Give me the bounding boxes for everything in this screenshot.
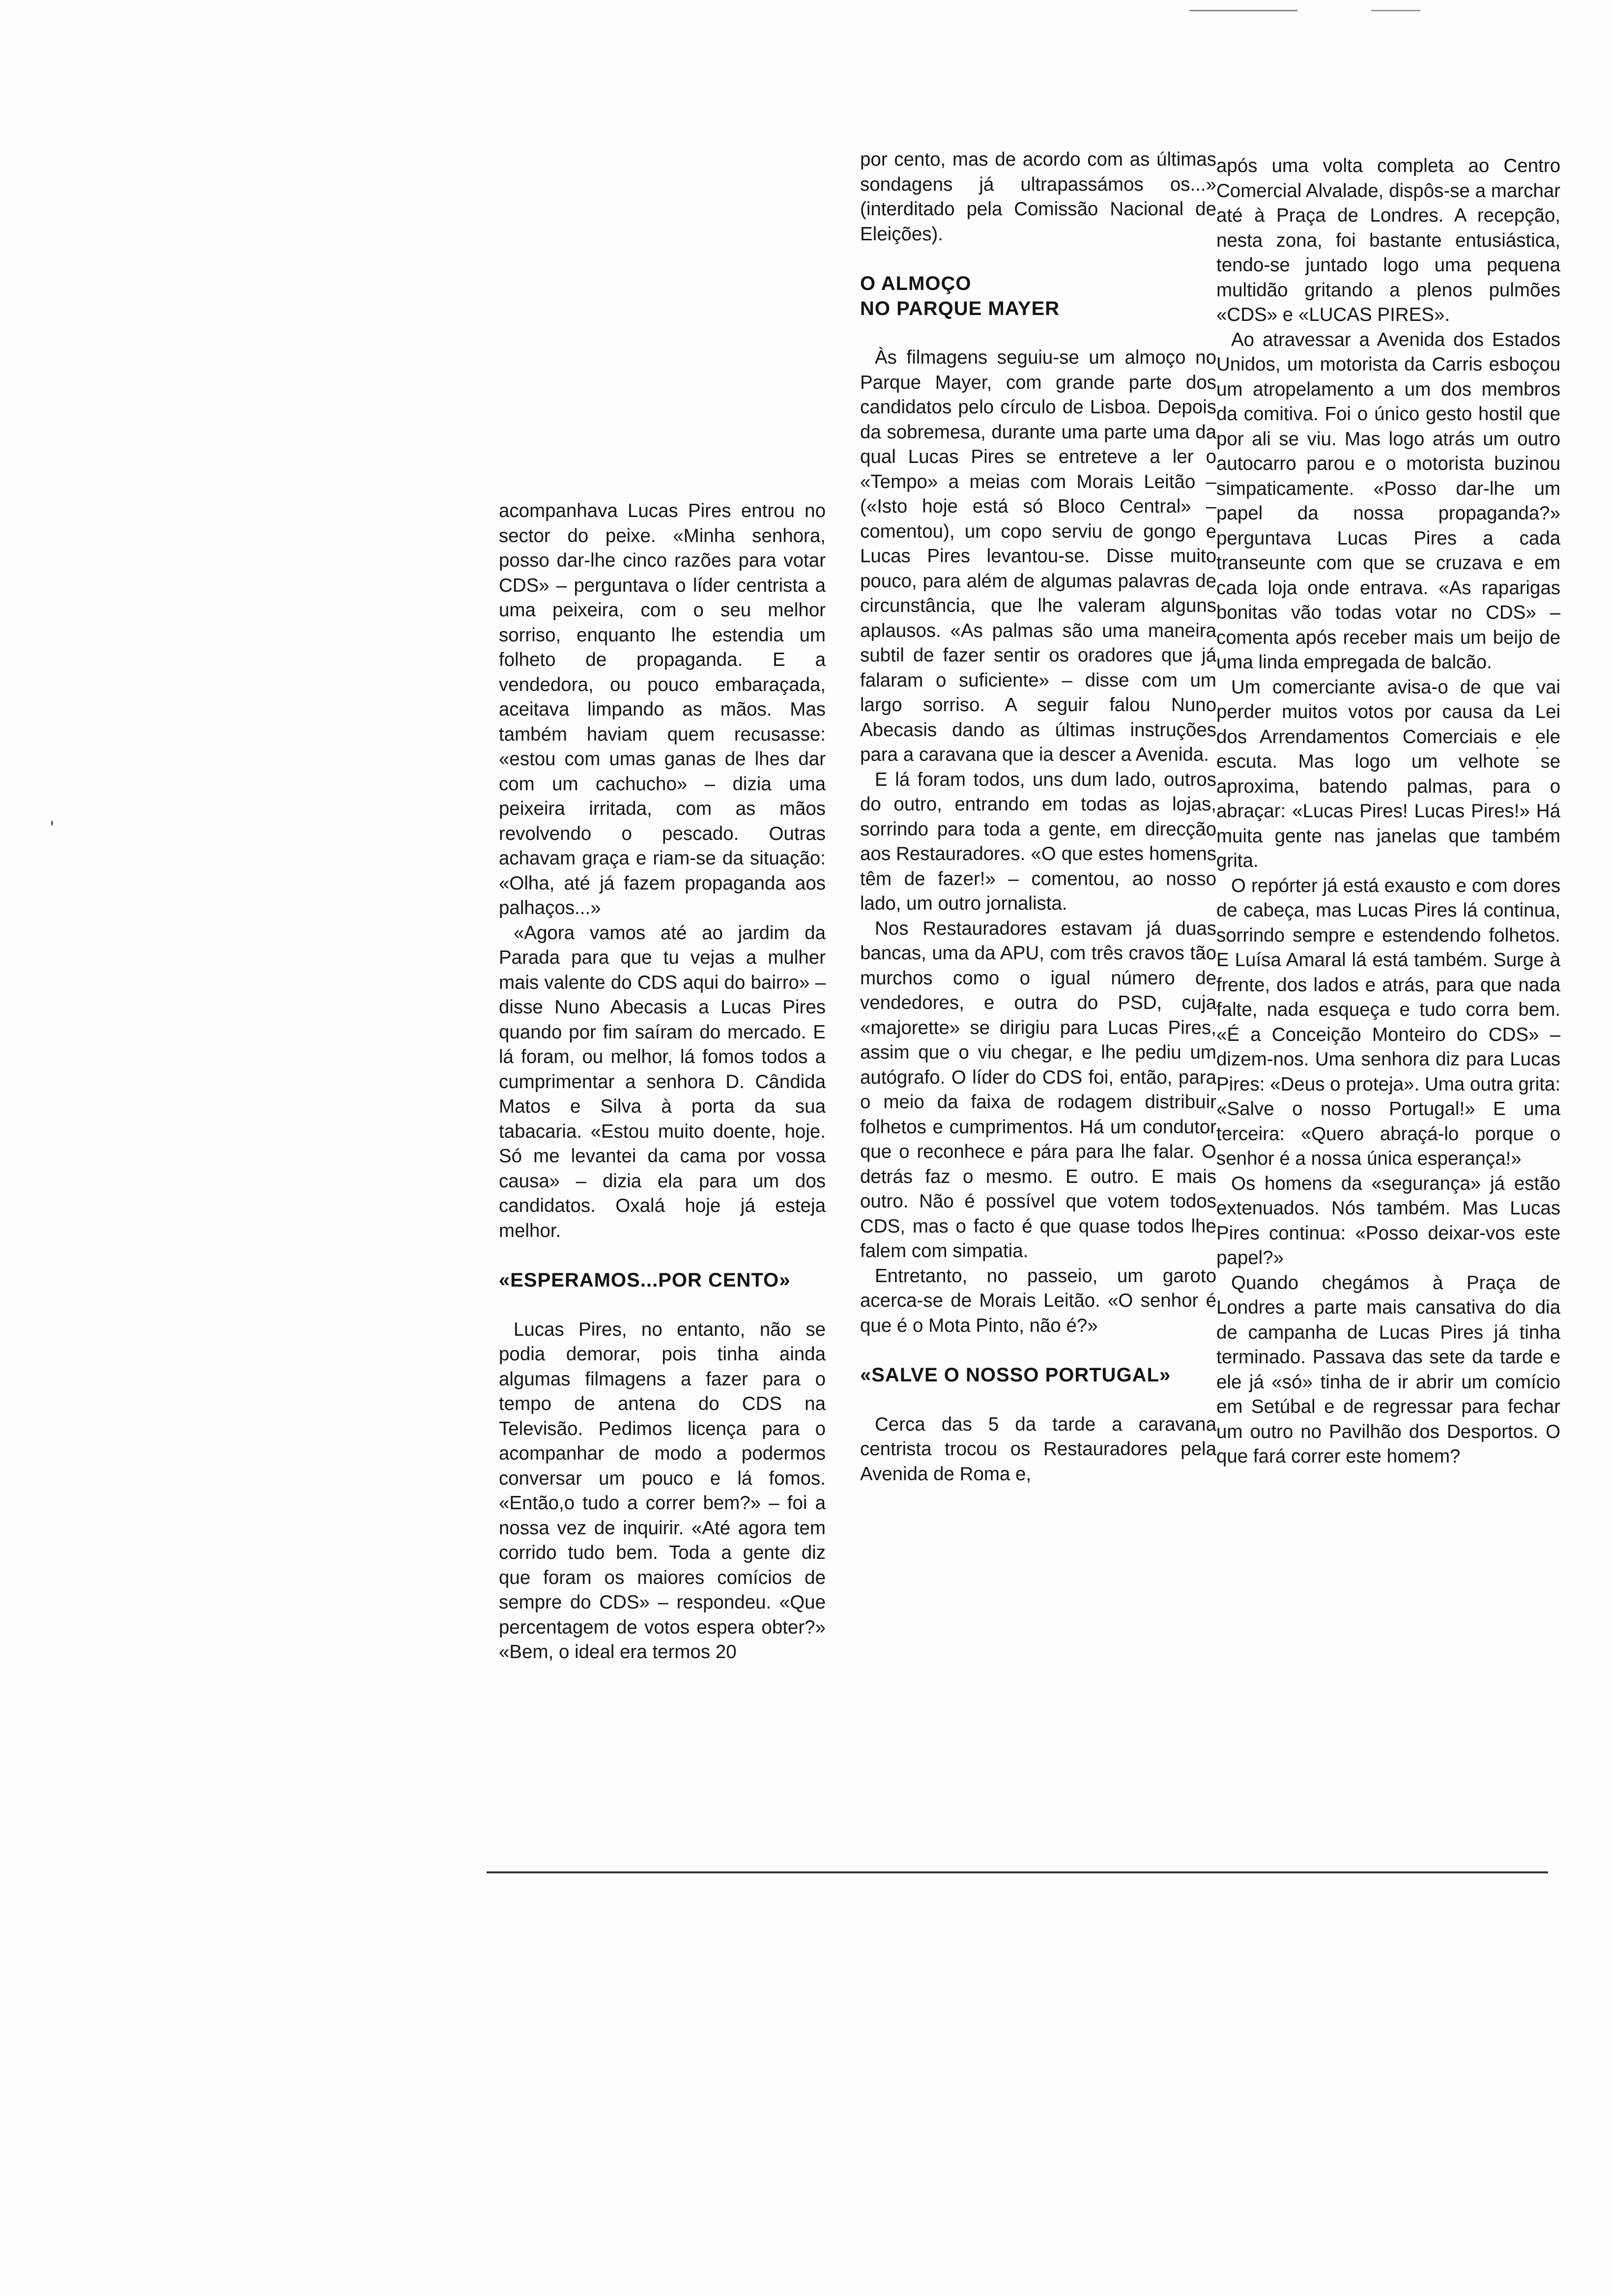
paragraph: Ao atravessar a Avenida dos Estados Unidos, um motorista da Carris esboçou um atropelamento a um dos membros da comitiva. Foi o único gesto hostil que por ali se viu. Mas logo atrás um outro autocarro parou e o motorista buzinou simpaticamente. «Posso dar-lhe um papel da nossa propaganda?» perguntava Lucas Pires a cada transeunte com que se cruzava e em cada loja onde entrava. «As raparigas bonitas vão todas votar no CDS» – comenta após receber mais um beijo de uma linda empregada de balcão. bbox=[1216, 329, 1560, 673]
scan-speck bbox=[1536, 747, 1538, 749]
section-heading: NO PARQUE MAYER bbox=[860, 297, 1060, 319]
bottom-rule bbox=[487, 1871, 1548, 1873]
paragraph: «Agora vamos até ao jardim da Parada para que tu vejas a mulher mais valente do CDS aqui do bairro» – disse Nuno Abecasis a Lucas Pires quando por fim saíram do mercado. E lá foram, ou melhor, lá fomos todos a cumprimentar a senhora D. Cândida Matos e Silva à porta da sua tabacaria. «Estou muito doente, hoje. Só me levantei da cama por vossa causa» – dizia ela para um dos candidatos. Oxalá hoje já esteja melhor. bbox=[499, 922, 826, 1241]
paragraph: após uma volta completa ao Centro Comercial Alvalade, dispôs-se a marchar até à Praça de Londres. A recepção, nesta zona, foi bastante entusiástica, tendo-se juntado logo uma pequena multidão gritando a plenos pulmões «CDS» e «LUCAS PIRES». bbox=[1216, 155, 1560, 325]
paragraph: por cento, mas de acordo com as últimas sondagens já ultrapassámos os...» (interditado pela Comissão Nacional de Eleições). bbox=[860, 149, 1216, 245]
paragraph: Às filmagens seguiu-se um almoço no Parque Mayer, com grande parte dos candidatos pelo círculo de Lisboa. Depois da sobremesa, durante uma parte uma da qual Lucas Pires se entreteve a ler o «Tempo» a meias com Morais Leitão – («Isto hoje está só Bloco Central» – comentou), um copo serviu de gongo e Lucas Pires levantou-se. Disse muito pouco, para além de algumas palavras de circunstância, que lhe valeram alguns aplausos. «As palmas são uma maneira subtil de fazer sentir os oradores que já falaram o suficiente» – disse com um largo sorriso. A seguir falou Nuno Abecasis dando as últimas instruções para a caravana que ia descer a Avenida. bbox=[860, 347, 1216, 765]
section-heading: O ALMOÇO bbox=[860, 273, 972, 294]
article-column-2 bbox=[860, 147, 1216, 1487]
paragraph: Quando chegámos à Praça de Londres a parte mais cansativa do dia de campanha de Lucas Pires já tinha terminado. Passava das sete da tarde e ele já «só» tinha de ir abrir um comício em Setúbal e de regressar para fechar um outro no Pavilhão dos Desportos. O que fará correr este homem? bbox=[1216, 1272, 1560, 1467]
paragraph: Nos Restauradores estavam já duas bancas, uma da APU, com três cravos tão murchos como o igual número de vendedores, e outra do PSD, cuja «majorette» se dirigiu para Lucas Pires, assim que o viu chegar, e lhe pediu um autógrafo. O líder do CDS foi, então, para o meio da faixa de rodagem distribuir folhetos e cumprimentos. Há um condutor que o reconhece e pára para lhe falar. O detrás faz o mesmo. E outro. E mais outro. Não é possível que votem todos CDS, mas o facto é que quase todos lhe falem com simpatia. bbox=[860, 918, 1216, 1262]
paragraph: acompanhava Lucas Pires entrou no sector do peixe. «Minha senhora, posso dar-lhe cinco razões para votar CDS» – perguntava o líder centrista a uma peixeira, com o seu melhor sorriso, enquanto lhe estendia um folheto de propaganda. E a vendedora, ou pouco embaraçada, aceitava limpando as mãos. Mas também haviam quem recusasse: «estou com umas ganas de lhes dar com um cachucho» – dizia uma peixeira irritada, com as mãos revolvendo o pescado. Outras achavam graça e riam-se da situação: «Olha, até já fazem propaganda aos palhaços...» bbox=[499, 500, 826, 918]
paragraph: O repórter já está exausto e com dores de cabeça, mas Lucas Pires lá continua, sorrindo sempre e estendendo folhetos. E Luísa Amaral lá está também. Surge à frente, dos lados e atrás, para que nada falte, nada esqueça e tudo corra bem. «É a Conceição Monteiro do CDS» – dizem-nos. Uma senhora diz para Lucas Pires: «Deus o proteja». Uma outra grita: «Salve o nosso Portugal!» E uma terceira: «Quero abraçá-lo porque o senhor é a nossa única esperança!» bbox=[1216, 875, 1560, 1169]
paragraph: Lucas Pires, no entanto, não se podia demorar, pois tinha ainda algumas filmagens a fazer para o tempo de antena do CDS na Televisão. Pedimos licença para o acompanhar de modo a podermos conversar um pouco e lá fomos. «Então,o tudo a correr bem?» – foi a nossa vez de inquirir. «Até agora tem corrido tudo bem. Toda a gente diz que foram os maiores comícios de sempre do CDS» – respondeu. «Que percentagem de votos espera obter?» «Bem, o ideal era termos 20 bbox=[499, 1319, 826, 1663]
paragraph: Um comerciante avisa-o de que vai perder muitos votos por causa da Lei dos Arrendamentos Comerciais e ele escuta. Mas logo um velhote se aproxima, batendo palmas, para o abraçar: «Lucas Pires! Lucas Pires!» Há muita gente nas janelas que também grita. bbox=[1216, 676, 1560, 871]
top-scan-mark bbox=[1371, 10, 1420, 11]
paragraph: E lá foram todos, uns dum lado, outros do outro, entrando em todas as lojas, sorrindo para toda a gente, em direcção aos Restauradores. «O que estes homens têm de fazer!» – comentou, ao nosso lado, um outro jornalista. bbox=[860, 769, 1216, 914]
section-heading: «ESPERAMOS...POR CENTO» bbox=[499, 1269, 791, 1291]
article-column-1 bbox=[499, 499, 826, 1665]
article-column-3 bbox=[1216, 154, 1560, 1469]
section-heading: «SALVE O NOSSO PORTUGAL» bbox=[860, 1364, 1171, 1386]
top-scan-mark bbox=[1189, 10, 1297, 11]
paragraph: Cerca das 5 da tarde a caravana centrista trocou os Restauradores pela Avenida de Roma e, bbox=[860, 1413, 1216, 1485]
scan-speck bbox=[51, 821, 53, 826]
paragraph: Entretanto, no passeio, um garoto acerca-se de Morais Leitão. «O senhor é que é o Mota Pinto, não é?» bbox=[860, 1265, 1216, 1336]
paragraph: Os homens da «segurança» já estão extenuados. Nós também. Mas Lucas Pires continua: «Posso deixar-vos este papel?» bbox=[1216, 1173, 1560, 1268]
